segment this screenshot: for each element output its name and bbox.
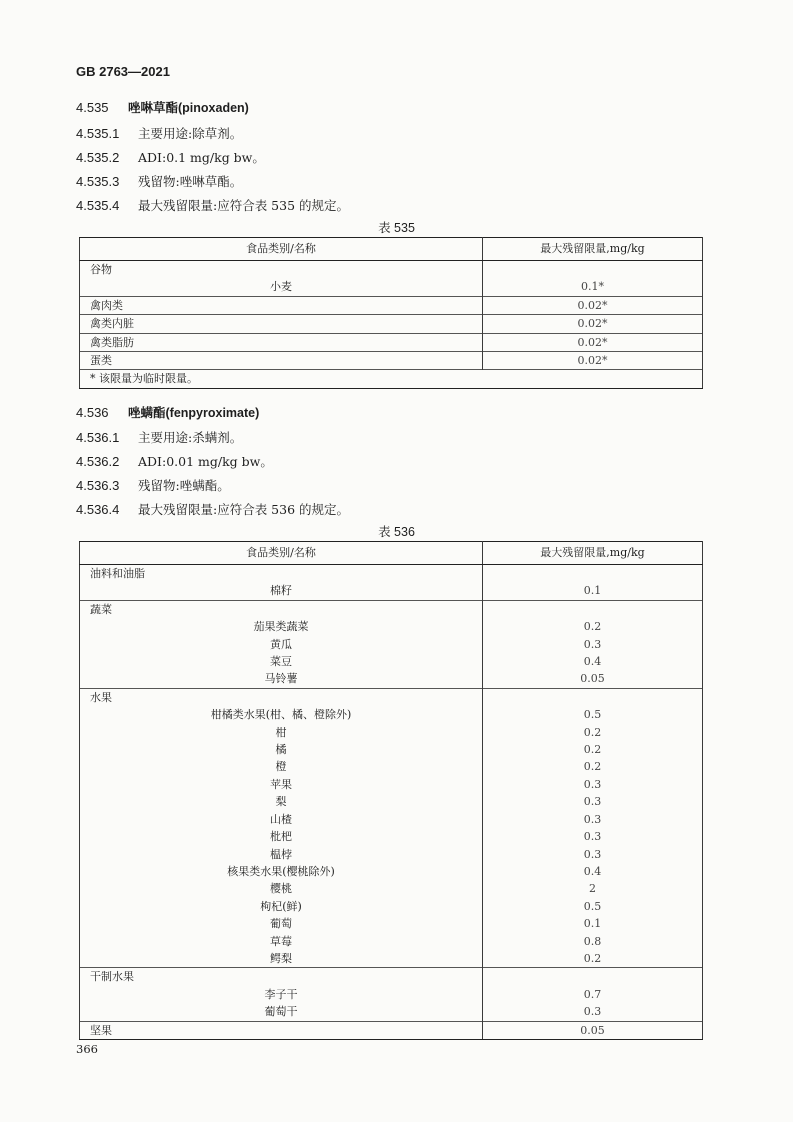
table-row bbox=[80, 582, 703, 600]
mrl-value: 0.7 bbox=[483, 986, 703, 1003]
food-name: 枇杷 bbox=[80, 828, 483, 845]
clause-number: 4.535.1 bbox=[76, 126, 120, 141]
food-name: 马铃薯 bbox=[80, 670, 483, 688]
food-name: 枸杞(鲜) bbox=[80, 898, 483, 915]
mrl-value: 0.1 bbox=[483, 582, 703, 600]
table-row bbox=[80, 1003, 703, 1021]
mrl-value: 0.05 bbox=[483, 1021, 703, 1039]
table-535 bbox=[79, 237, 703, 389]
section-title: 唑啉草酯(pinoxaden) bbox=[128, 101, 249, 115]
table-row bbox=[80, 706, 703, 723]
clause-number: 4.536.1 bbox=[76, 430, 120, 445]
section-number: 4.536 bbox=[76, 405, 109, 420]
table-row bbox=[80, 618, 703, 635]
table-row bbox=[80, 933, 703, 950]
table-row bbox=[80, 352, 703, 370]
clause bbox=[76, 196, 349, 214]
column-header-food: 食品类别/名称 bbox=[80, 542, 483, 565]
food-name: 橘 bbox=[80, 741, 483, 758]
food-category: 蔬菜 bbox=[80, 600, 483, 618]
table-row bbox=[80, 828, 703, 845]
clause-number: 4.535.2 bbox=[76, 150, 120, 165]
table-row bbox=[80, 758, 703, 775]
table-row bbox=[80, 688, 703, 706]
mrl-value: 0.1 bbox=[483, 915, 703, 932]
mrl-value: 0.3 bbox=[483, 811, 703, 828]
clause bbox=[76, 452, 273, 470]
clause-text: 残留物:唑啉草酯。 bbox=[138, 174, 243, 189]
mrl-value: 0.5 bbox=[483, 898, 703, 915]
mrl-value: 0.3 bbox=[483, 828, 703, 845]
table-row bbox=[80, 898, 703, 915]
table-row bbox=[80, 776, 703, 793]
food-name: 柑 bbox=[80, 724, 483, 741]
mrl-value: 0.3 bbox=[483, 636, 703, 653]
table-row bbox=[80, 636, 703, 653]
clause bbox=[76, 476, 230, 494]
table-caption-536: 表 536 bbox=[378, 525, 415, 539]
table-header-row bbox=[80, 542, 703, 565]
clause-number: 4.535.4 bbox=[76, 198, 120, 213]
food-name: 草莓 bbox=[80, 933, 483, 950]
table-row bbox=[80, 315, 703, 333]
table-row bbox=[80, 333, 703, 351]
mrl-value: 0.1* bbox=[483, 278, 703, 296]
table-row bbox=[80, 811, 703, 828]
table-row bbox=[80, 653, 703, 670]
food-category: 禽类内脏 bbox=[80, 315, 483, 333]
table-row bbox=[80, 565, 703, 583]
table-row bbox=[80, 724, 703, 741]
table-caption-535: 表 535 bbox=[378, 221, 415, 235]
mrl-value: 0.02* bbox=[483, 296, 703, 314]
mrl-value: 0.3 bbox=[483, 776, 703, 793]
table-row bbox=[80, 986, 703, 1003]
mrl-value bbox=[483, 261, 703, 279]
table-header-row bbox=[80, 238, 703, 261]
mrl-value: 0.3 bbox=[483, 846, 703, 863]
mrl-value: 0.2 bbox=[483, 618, 703, 635]
clause-number: 4.536.4 bbox=[76, 502, 120, 517]
mrl-value: 0.4 bbox=[483, 653, 703, 670]
food-name: 棉籽 bbox=[80, 582, 483, 600]
food-name: 山楂 bbox=[80, 811, 483, 828]
mrl-value: 0.5 bbox=[483, 706, 703, 723]
mrl-value: 0.05 bbox=[483, 670, 703, 688]
section-heading-535 bbox=[76, 98, 249, 116]
food-category: 谷物 bbox=[80, 261, 483, 279]
mrl-value: 0.2 bbox=[483, 758, 703, 775]
clause-text: 残留物:唑螨酯。 bbox=[138, 478, 230, 493]
mrl-value: 0.02* bbox=[483, 352, 703, 370]
food-category: 禽类脂肪 bbox=[80, 333, 483, 351]
section-number: 4.535 bbox=[76, 100, 109, 115]
mrl-value: 0.02* bbox=[483, 333, 703, 351]
clause-number: 4.535.3 bbox=[76, 174, 120, 189]
table-row bbox=[80, 846, 703, 863]
food-name: 梨 bbox=[80, 793, 483, 810]
table-row bbox=[80, 670, 703, 688]
mrl-value bbox=[483, 688, 703, 706]
table-row bbox=[80, 915, 703, 932]
food-category: 油料和油脂 bbox=[80, 565, 483, 583]
food-name: 柑橘类水果(柑、橘、橙除外) bbox=[80, 706, 483, 723]
section-title: 唑螨酯(fenpyroximate) bbox=[128, 406, 260, 420]
food-name: 菜豆 bbox=[80, 653, 483, 670]
table-536 bbox=[79, 541, 703, 1040]
food-name: 小麦 bbox=[80, 278, 483, 296]
food-name: 核果类水果(樱桃除外) bbox=[80, 863, 483, 880]
column-header-mrl: 最大残留限量,mg/kg bbox=[483, 542, 703, 565]
food-category: 干制水果 bbox=[80, 968, 483, 986]
table-row bbox=[80, 261, 703, 279]
table-row bbox=[80, 950, 703, 968]
clause bbox=[76, 428, 242, 446]
column-header-mrl: 最大残留限量,mg/kg bbox=[483, 238, 703, 261]
clause-text: ADI:0.1 mg/kg bw。 bbox=[138, 150, 265, 165]
food-name: 鳄梨 bbox=[80, 950, 483, 968]
standard-id: GB 2763—2021 bbox=[76, 64, 170, 79]
food-name: 橙 bbox=[80, 758, 483, 775]
table-row bbox=[80, 600, 703, 618]
table-row bbox=[80, 1021, 703, 1039]
clause-text: ADI:0.01 mg/kg bw。 bbox=[138, 454, 273, 469]
table-row bbox=[80, 278, 703, 296]
table-row bbox=[80, 741, 703, 758]
mrl-value: 0.2 bbox=[483, 950, 703, 968]
food-name: 茄果类蔬菜 bbox=[80, 618, 483, 635]
clause bbox=[76, 148, 265, 166]
clause-text: 主要用途:杀螨剂。 bbox=[138, 430, 243, 445]
section-heading-536 bbox=[76, 403, 259, 421]
table-footnote-row bbox=[80, 370, 703, 388]
clause-text: 最大残留限量:应符合表 535 的规定。 bbox=[138, 198, 350, 213]
food-category: 坚果 bbox=[80, 1021, 483, 1039]
food-category: 禽肉类 bbox=[80, 296, 483, 314]
mrl-value: 0.2 bbox=[483, 741, 703, 758]
food-name: 樱桃 bbox=[80, 880, 483, 897]
mrl-value: 0.2 bbox=[483, 724, 703, 741]
mrl-value bbox=[483, 600, 703, 618]
page-number: 366 bbox=[76, 1042, 98, 1056]
mrl-value: 0.02* bbox=[483, 315, 703, 333]
food-category: 水果 bbox=[80, 688, 483, 706]
table-row bbox=[80, 863, 703, 880]
mrl-value: 0.8 bbox=[483, 933, 703, 950]
table-footnote: * 该限量为临时限量。 bbox=[80, 370, 703, 388]
clause bbox=[76, 500, 349, 518]
mrl-value: 0.3 bbox=[483, 1003, 703, 1021]
food-name: 苹果 bbox=[80, 776, 483, 793]
food-name: 黄瓜 bbox=[80, 636, 483, 653]
clause bbox=[76, 124, 242, 142]
clause-number: 4.536.2 bbox=[76, 454, 120, 469]
table-row bbox=[80, 296, 703, 314]
food-name: 李子干 bbox=[80, 986, 483, 1003]
food-category: 蛋类 bbox=[80, 352, 483, 370]
table-row bbox=[80, 880, 703, 897]
mrl-value bbox=[483, 968, 703, 986]
clause-text: 最大残留限量:应符合表 536 的规定。 bbox=[138, 502, 350, 517]
mrl-value bbox=[483, 565, 703, 583]
mrl-value: 2 bbox=[483, 880, 703, 897]
food-name: 榅桲 bbox=[80, 846, 483, 863]
clause-text: 主要用途:除草剂。 bbox=[138, 126, 243, 141]
food-name: 葡萄干 bbox=[80, 1003, 483, 1021]
food-name: 葡萄 bbox=[80, 915, 483, 932]
mrl-value: 0.3 bbox=[483, 793, 703, 810]
table-row bbox=[80, 793, 703, 810]
column-header-food: 食品类别/名称 bbox=[80, 238, 483, 261]
table-row bbox=[80, 968, 703, 986]
mrl-value: 0.4 bbox=[483, 863, 703, 880]
clause-number: 4.536.3 bbox=[76, 478, 120, 493]
clause bbox=[76, 172, 242, 190]
